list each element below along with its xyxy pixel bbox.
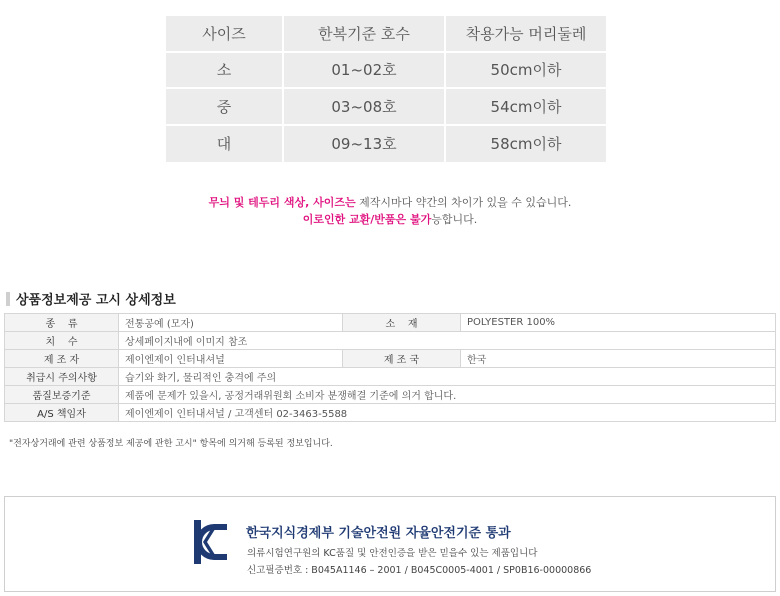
info-label: 취급시 주의사항: [5, 368, 119, 386]
number-cell: 03~08호: [282, 89, 444, 126]
notice-highlight: 이로인한 교환/반품은 불가: [302, 213, 432, 226]
size-cell: 대: [166, 126, 282, 163]
kc-title: 한국지식경제부 기술안전원 자율안전기준 통과: [246, 526, 511, 541]
size-cell: 중: [166, 89, 282, 126]
notice-text: 능합니다.: [431, 213, 478, 226]
header-head-circumference: 착용가능 머리둘레: [444, 16, 606, 53]
kc-logo-text: KC: [211, 546, 213, 547]
info-label: 치 수: [5, 332, 119, 350]
size-row-medium: [166, 89, 606, 126]
info-label: 제 조 국: [343, 350, 461, 368]
size-row-large: [166, 126, 606, 163]
info-label: 소 재: [343, 314, 461, 332]
info-value: 상세페이지내에 이미지 참조: [119, 332, 776, 350]
kc-logo-icon: [194, 520, 228, 564]
info-row-manufacturer: [5, 350, 776, 368]
circumference-cell: 54cm이하: [444, 89, 606, 126]
product-info-table: [4, 313, 776, 422]
info-value: 습기와 화기, 물리적인 충격에 주의: [119, 368, 776, 386]
info-row-dimensions: [5, 332, 776, 350]
notice-text: 제작시마다 약간의 차이가 있을 수 있습니다.: [355, 196, 572, 209]
info-value: 전통공예 (모자): [119, 314, 343, 332]
info-row-as: [5, 404, 776, 422]
info-value: 제이엔제이 인터내셔널: [119, 350, 343, 368]
info-label: A/S 책임자: [5, 404, 119, 422]
header-size: 사이즈: [166, 16, 282, 53]
size-cell: 소: [166, 53, 282, 90]
info-note: "전자상거래에 관련 상품정보 제공에 관한 고시" 항목에 의거해 등록된 정보입니다.: [9, 439, 333, 449]
info-label: 제 조 자: [5, 350, 119, 368]
info-label: 종 류: [5, 314, 119, 332]
size-table-header: [166, 16, 606, 53]
header-hanbok-number: 한복기준 호수: [282, 16, 444, 53]
info-value: 한국: [461, 350, 776, 368]
product-info-title: [6, 289, 176, 308]
info-row-type: [5, 314, 776, 332]
number-cell: 01~02호: [282, 53, 444, 90]
notice-highlight: 무늬 및 테두리 색상, 사이즈는: [208, 196, 356, 209]
kc-certificate-numbers: 신고필증번호 : B045A1146 – 2001 / B045C0005-4001 / SP0B16-00000866: [247, 565, 592, 576]
circumference-cell: 50cm이하: [444, 53, 606, 90]
circumference-cell: 58cm이하: [444, 126, 606, 163]
size-row-small: [166, 53, 606, 90]
info-row-handling: [5, 368, 776, 386]
info-value: POLYESTER 100%: [461, 314, 776, 332]
product-info-title-text: 상품정보제공 고시 상세정보: [16, 293, 176, 308]
info-row-warranty: [5, 386, 776, 404]
number-cell: 09~13호: [282, 126, 444, 163]
title-bar: [6, 292, 10, 306]
info-value: 제품에 문제가 있을시, 공정거래위원회 소비자 분쟁해결 기준에 의거 합니다.: [119, 386, 776, 404]
kc-description: 의류시험연구원의 KC품질 및 안전인증을 받은 믿을수 있는 제품입니다: [247, 548, 538, 559]
notice-line-1: [0, 194, 780, 211]
notice-line-2: [0, 211, 780, 228]
info-value: 제이엔제이 인터내셔널 / 고객센터 02-3463-5588: [119, 404, 776, 422]
info-label: 품질보증기준: [5, 386, 119, 404]
size-table: [166, 16, 606, 162]
kc-certification-box: [4, 496, 776, 592]
